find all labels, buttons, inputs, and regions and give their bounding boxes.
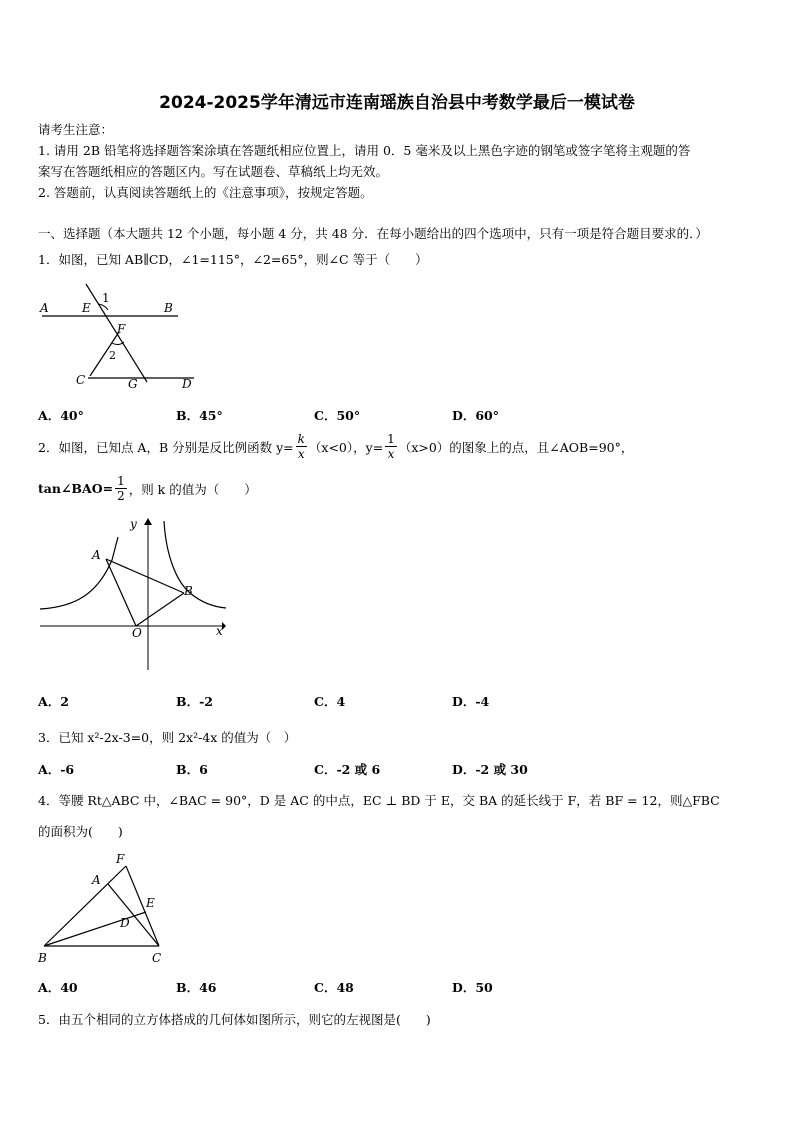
q4-option-a: A．40 xyxy=(38,980,78,995)
page-title: 2024-2025学年清远市连南瑶族自治县中考数学最后一模试卷 xyxy=(159,93,635,113)
q1-label-f: F xyxy=(117,322,126,336)
q2-frac3-num: 1 xyxy=(117,474,125,488)
question-4-stem-line-2: 的面积为( ) xyxy=(38,824,123,839)
q2-line2-part-2: ，则 k 的值为（ ） xyxy=(128,481,257,497)
q3-option-c: C．-2 或 6 xyxy=(314,762,381,777)
q1-option-c: C．50° xyxy=(314,408,361,423)
q1-label-2: 2 xyxy=(109,349,116,362)
question-2-figure xyxy=(36,515,228,672)
notice-heading: 请考生注意： xyxy=(38,122,114,137)
q1-option-d: D．60° xyxy=(452,408,499,423)
q4-option-c: C．48 xyxy=(314,980,354,995)
q1-option-a: A．40° xyxy=(38,408,84,423)
notice-item-1-line-1: 1. 请用 2B 铅笔将选择题答案涂填在答题纸相应位置上，请用 0．5 毫米及以上黑色字迹的钢笔或签字笔将主观题的答 xyxy=(38,143,691,158)
fraction-1-over-2 xyxy=(115,474,127,503)
q1-label-b: B xyxy=(164,301,173,315)
q2-option-a: A．2 xyxy=(38,694,69,709)
q1-label-c: C xyxy=(76,373,86,387)
q1-option-b: B．45° xyxy=(176,408,223,423)
q3-option-a: A．-6 xyxy=(38,762,75,777)
q4-label-d: D xyxy=(120,916,130,930)
q2-label-a: A xyxy=(92,548,101,562)
q2-frac3-den: 2 xyxy=(117,489,125,503)
question-3-stem: 3．已知 x²-2x-3=0，则 2x²-4x 的值为（ ） xyxy=(38,730,297,745)
q2-option-d: D．-4 xyxy=(452,694,490,709)
q4-label-e: E xyxy=(146,896,155,910)
q2-stem-part-3: （x>0）的图象上的点，且∠AOB=90°， xyxy=(398,439,634,455)
q2-frac1-num: k xyxy=(297,432,305,446)
notice-item-1-line-2: 案写在答题纸相应的答题区内。写在试题卷、草稿纸上均无效。 xyxy=(38,164,389,179)
question-4-figure xyxy=(36,850,171,968)
q1-label-g: G xyxy=(128,377,138,391)
q3-option-b: B．6 xyxy=(176,762,208,777)
q2-stem-part-2: （x<0），y= xyxy=(308,439,384,455)
q4-option-b: B．46 xyxy=(176,980,217,995)
question-1-figure xyxy=(36,280,201,392)
q1-label-a: A xyxy=(40,301,49,315)
q4-option-d: D．50 xyxy=(452,980,493,995)
q2-option-c: C．4 xyxy=(314,694,346,709)
q1-label-1: 1 xyxy=(102,291,110,305)
q1-label-e: E xyxy=(82,301,91,315)
question-2-line-2 xyxy=(38,474,257,503)
q4-label-a: A xyxy=(92,873,101,887)
q4-label-f: F xyxy=(116,852,125,866)
q2-frac2-num: 1 xyxy=(387,432,395,446)
question-2-stem xyxy=(38,432,633,461)
q4-label-b: B xyxy=(38,951,47,965)
q2-option-b: B．-2 xyxy=(176,694,213,709)
q2-label-y: y xyxy=(130,517,137,531)
section-heading: 一、选择题（本大题共 12 个小题，每小题 4 分，共 48 分．在每小题给出的四个选项中，只有一项是符合题目要求的．） xyxy=(38,226,708,241)
notice-item-2: 2. 答题前，认真阅读答题纸上的《注意事项》，按规定答题。 xyxy=(38,185,373,200)
q2-label-x: x xyxy=(216,624,223,638)
fraction-k-over-x xyxy=(296,432,307,461)
question-4-stem-line-1: 4．等腰 Rt△ABC 中，∠BAC = 90°，D 是 AC 的中点，EC ⊥ BD 于 E，交 BA 的延长线于 F，若 BF = 12，则△FBC xyxy=(38,793,720,808)
q2-line2-part-1: tan∠BAO= xyxy=(38,481,114,496)
q2-label-o: O xyxy=(132,626,142,640)
question-1-stem: 1．如图，已知 AB∥CD，∠1=115°，∠2=65°，则∠C 等于（ ） xyxy=(38,252,428,267)
q2-frac2-den: x xyxy=(387,447,395,461)
q2-frac1-den: x xyxy=(297,447,305,461)
question-5-stem: 5．由五个相同的立方体搭成的几何体如图所示，则它的左视图是( ) xyxy=(38,1012,431,1027)
fraction-1-over-x xyxy=(385,432,397,461)
q4-label-c: C xyxy=(152,951,162,965)
q2-stem-part-1: 2．如图，已知点 A，B 分别是反比例函数 y= xyxy=(38,439,294,455)
q3-option-d: D．-2 或 30 xyxy=(452,762,528,777)
q1-label-d: D xyxy=(182,377,192,391)
q2-label-b: B xyxy=(184,584,193,598)
